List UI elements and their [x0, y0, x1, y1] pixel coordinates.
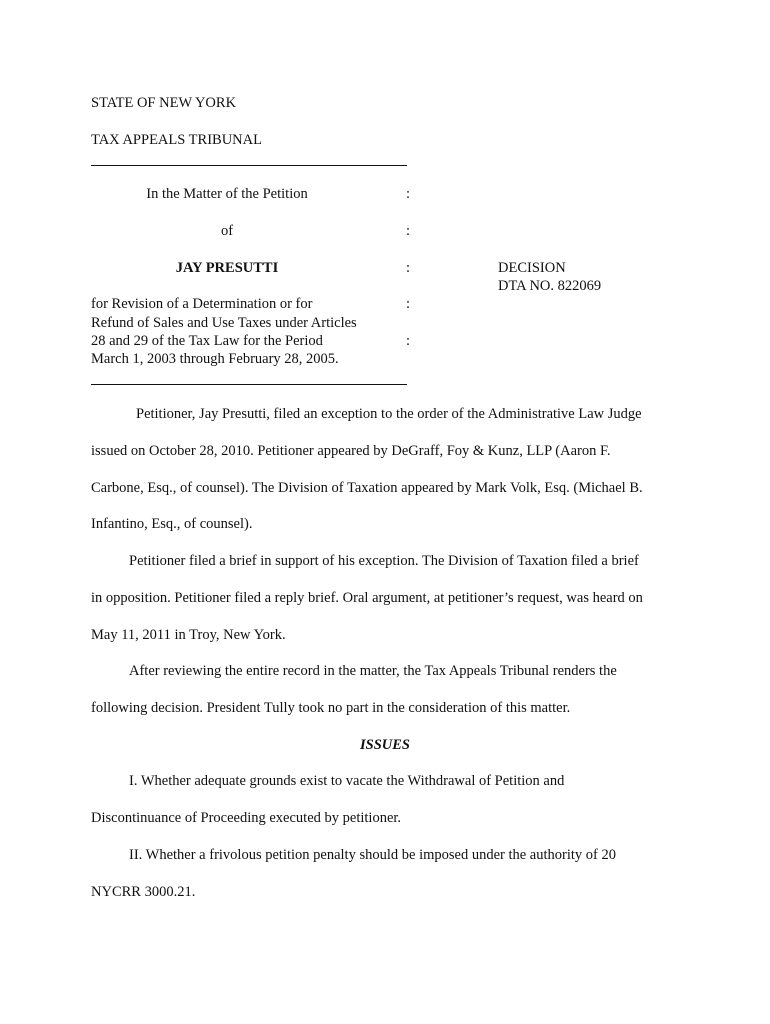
bottom-divider	[91, 384, 407, 385]
body-line: Petitioner filed a brief in support of his exception. The Division of Taxation filed a brief	[129, 553, 639, 569]
tribunal-heading: TAX APPEALS TRIBUNAL	[91, 132, 262, 148]
issue-line: I. Whether adequate grounds exist to vacate the Withdrawal of Petition and	[129, 773, 565, 789]
body-line: May 11, 2011 in Troy, New York.	[91, 627, 286, 643]
caption-colon-4: :	[406, 296, 411, 312]
revision-line: March 1, 2003 through February 28, 2005.	[91, 351, 339, 367]
matter-line: In the Matter of the Petition	[146, 186, 308, 202]
issue-line: II. Whether a frivolous petition penalty should be imposed under the authority of 20	[129, 847, 616, 863]
caption-colon-3: :	[406, 260, 411, 276]
body-line: in opposition. Petitioner filed a reply brief. Oral argument, at petitioner’s request, was heard on	[91, 590, 643, 606]
issues-heading: ISSUES	[360, 737, 410, 753]
body-line: Carbone, Esq., of counsel). The Division of Taxation appeared by Mark Volk, Esq. (Michael B.	[91, 480, 643, 496]
revision-line: Refund of Sales and Use Taxes under Articles	[91, 315, 357, 331]
petitioner-name: JAY PRESUTTI	[175, 260, 279, 276]
revision-line: for Revision of a Determination or for	[91, 296, 313, 312]
dta-number: DTA NO. 822069	[498, 278, 602, 294]
decision-label: DECISION	[498, 260, 566, 276]
state-heading: STATE OF NEW YORK	[91, 95, 237, 111]
caption-colon-1: :	[406, 186, 411, 202]
caption-colon-5: :	[406, 333, 411, 349]
caption-colon-2: :	[406, 223, 411, 239]
top-divider	[91, 165, 407, 166]
revision-line: 28 and 29 of the Tax Law for the Period	[91, 333, 323, 349]
issue-line: Discontinuance of Proceeding executed by petitioner.	[91, 810, 402, 826]
body-line: following decision. President Tully took no part in the consideration of this matter.	[91, 700, 571, 716]
body-line: Petitioner, Jay Presutti, filed an exception to the order of the Administrative Law Judge	[136, 406, 642, 422]
body-line: Infantino, Esq., of counsel).	[91, 516, 253, 532]
issue-line: NYCRR 3000.21.	[91, 884, 196, 900]
body-line: After reviewing the entire record in the matter, the Tax Appeals Tribunal renders the	[129, 663, 617, 679]
of-line: of	[220, 223, 234, 239]
body-line: issued on October 28, 2010. Petitioner appeared by DeGraff, Foy & Kunz, LLP (Aaron F.	[91, 443, 611, 459]
